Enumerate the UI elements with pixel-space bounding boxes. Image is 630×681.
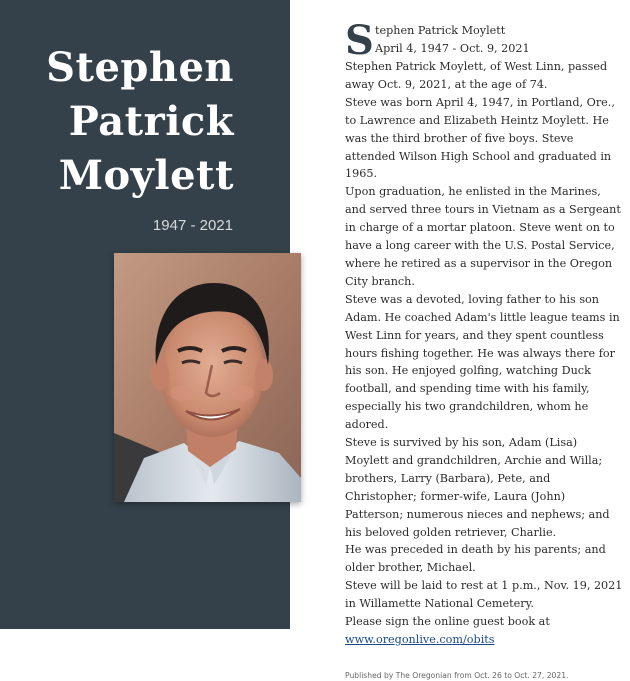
paragraph-survivors: Steve is survived by his son, Adam (Lisa) Moylett and grandchildren, Archie and Willa; brothers, Larry (Barbara), Pete, and Christopher; former-wife, Laura (John) Patterson; numerous nieces and nephews; and his beloved golden retriever, Charlie. [345,436,610,539]
published-note: Published by The Oregonian from Oct. 26 to Oct. 27, 2021. [345,670,569,680]
paragraph-preceded: He was preceded in death by his parents; and older brother, Michael. [345,543,606,575]
paragraph-early-life: Steve was born April 4, 1947, in Portland, Ore., to Lawrence and Elizabeth Heintz Moylett. He was the third brother of five boys. Steve attended Wilson High School and graduated in 1965. [345,95,615,181]
name-middle: Patrick [68,98,234,145]
guestbook-link[interactable]: www.oregonlive.com/obits [345,633,495,646]
obituary-text [345,17,623,681]
name-last: Moylett [58,152,234,199]
heading-name: tephen Patrick Moylett [375,24,506,37]
name-first: Stephen [46,44,234,91]
drop-cap: S [345,17,374,64]
paragraph-career: Upon graduation, he enlisted in the Marines, and served three tours in Vietnam as a Sergeant in charge of a mortar platoon. Steve went on to have a long career with the U.S. Postal Service, where he retired as a supervisor in the Oregon City branch. [345,185,621,288]
heading-dates: April 4, 1947 - Oct. 9, 2021 [375,41,530,55]
obituary-heading [345,17,623,64]
paragraph-service: Steve will be laid to rest at 1 p.m., Nov. 19, 2021 in Willamette National Cemetery. [345,579,623,611]
paragraph-passing: Stephen Patrick Moylett, of West Linn, passed away Oct. 9, 2021, at the age of 74. [345,60,608,91]
paragraph-guestbook: Please sign the online guest book at [345,615,550,629]
paragraph-family-life: Steve was a devoted, loving father to his son Adam. He coached Adam's little league teams in West Linn for years, and they spent countless hours fishing together. He was always there for his son. He enjoyed golfing, watching Duck football, and spending time with his family, especially his two grandchildren, whom he adored. [345,292,620,432]
portrait-photo [114,253,301,502]
guestbook-link-row [345,631,623,649]
life-years: 1947 - 2021 [152,217,233,234]
